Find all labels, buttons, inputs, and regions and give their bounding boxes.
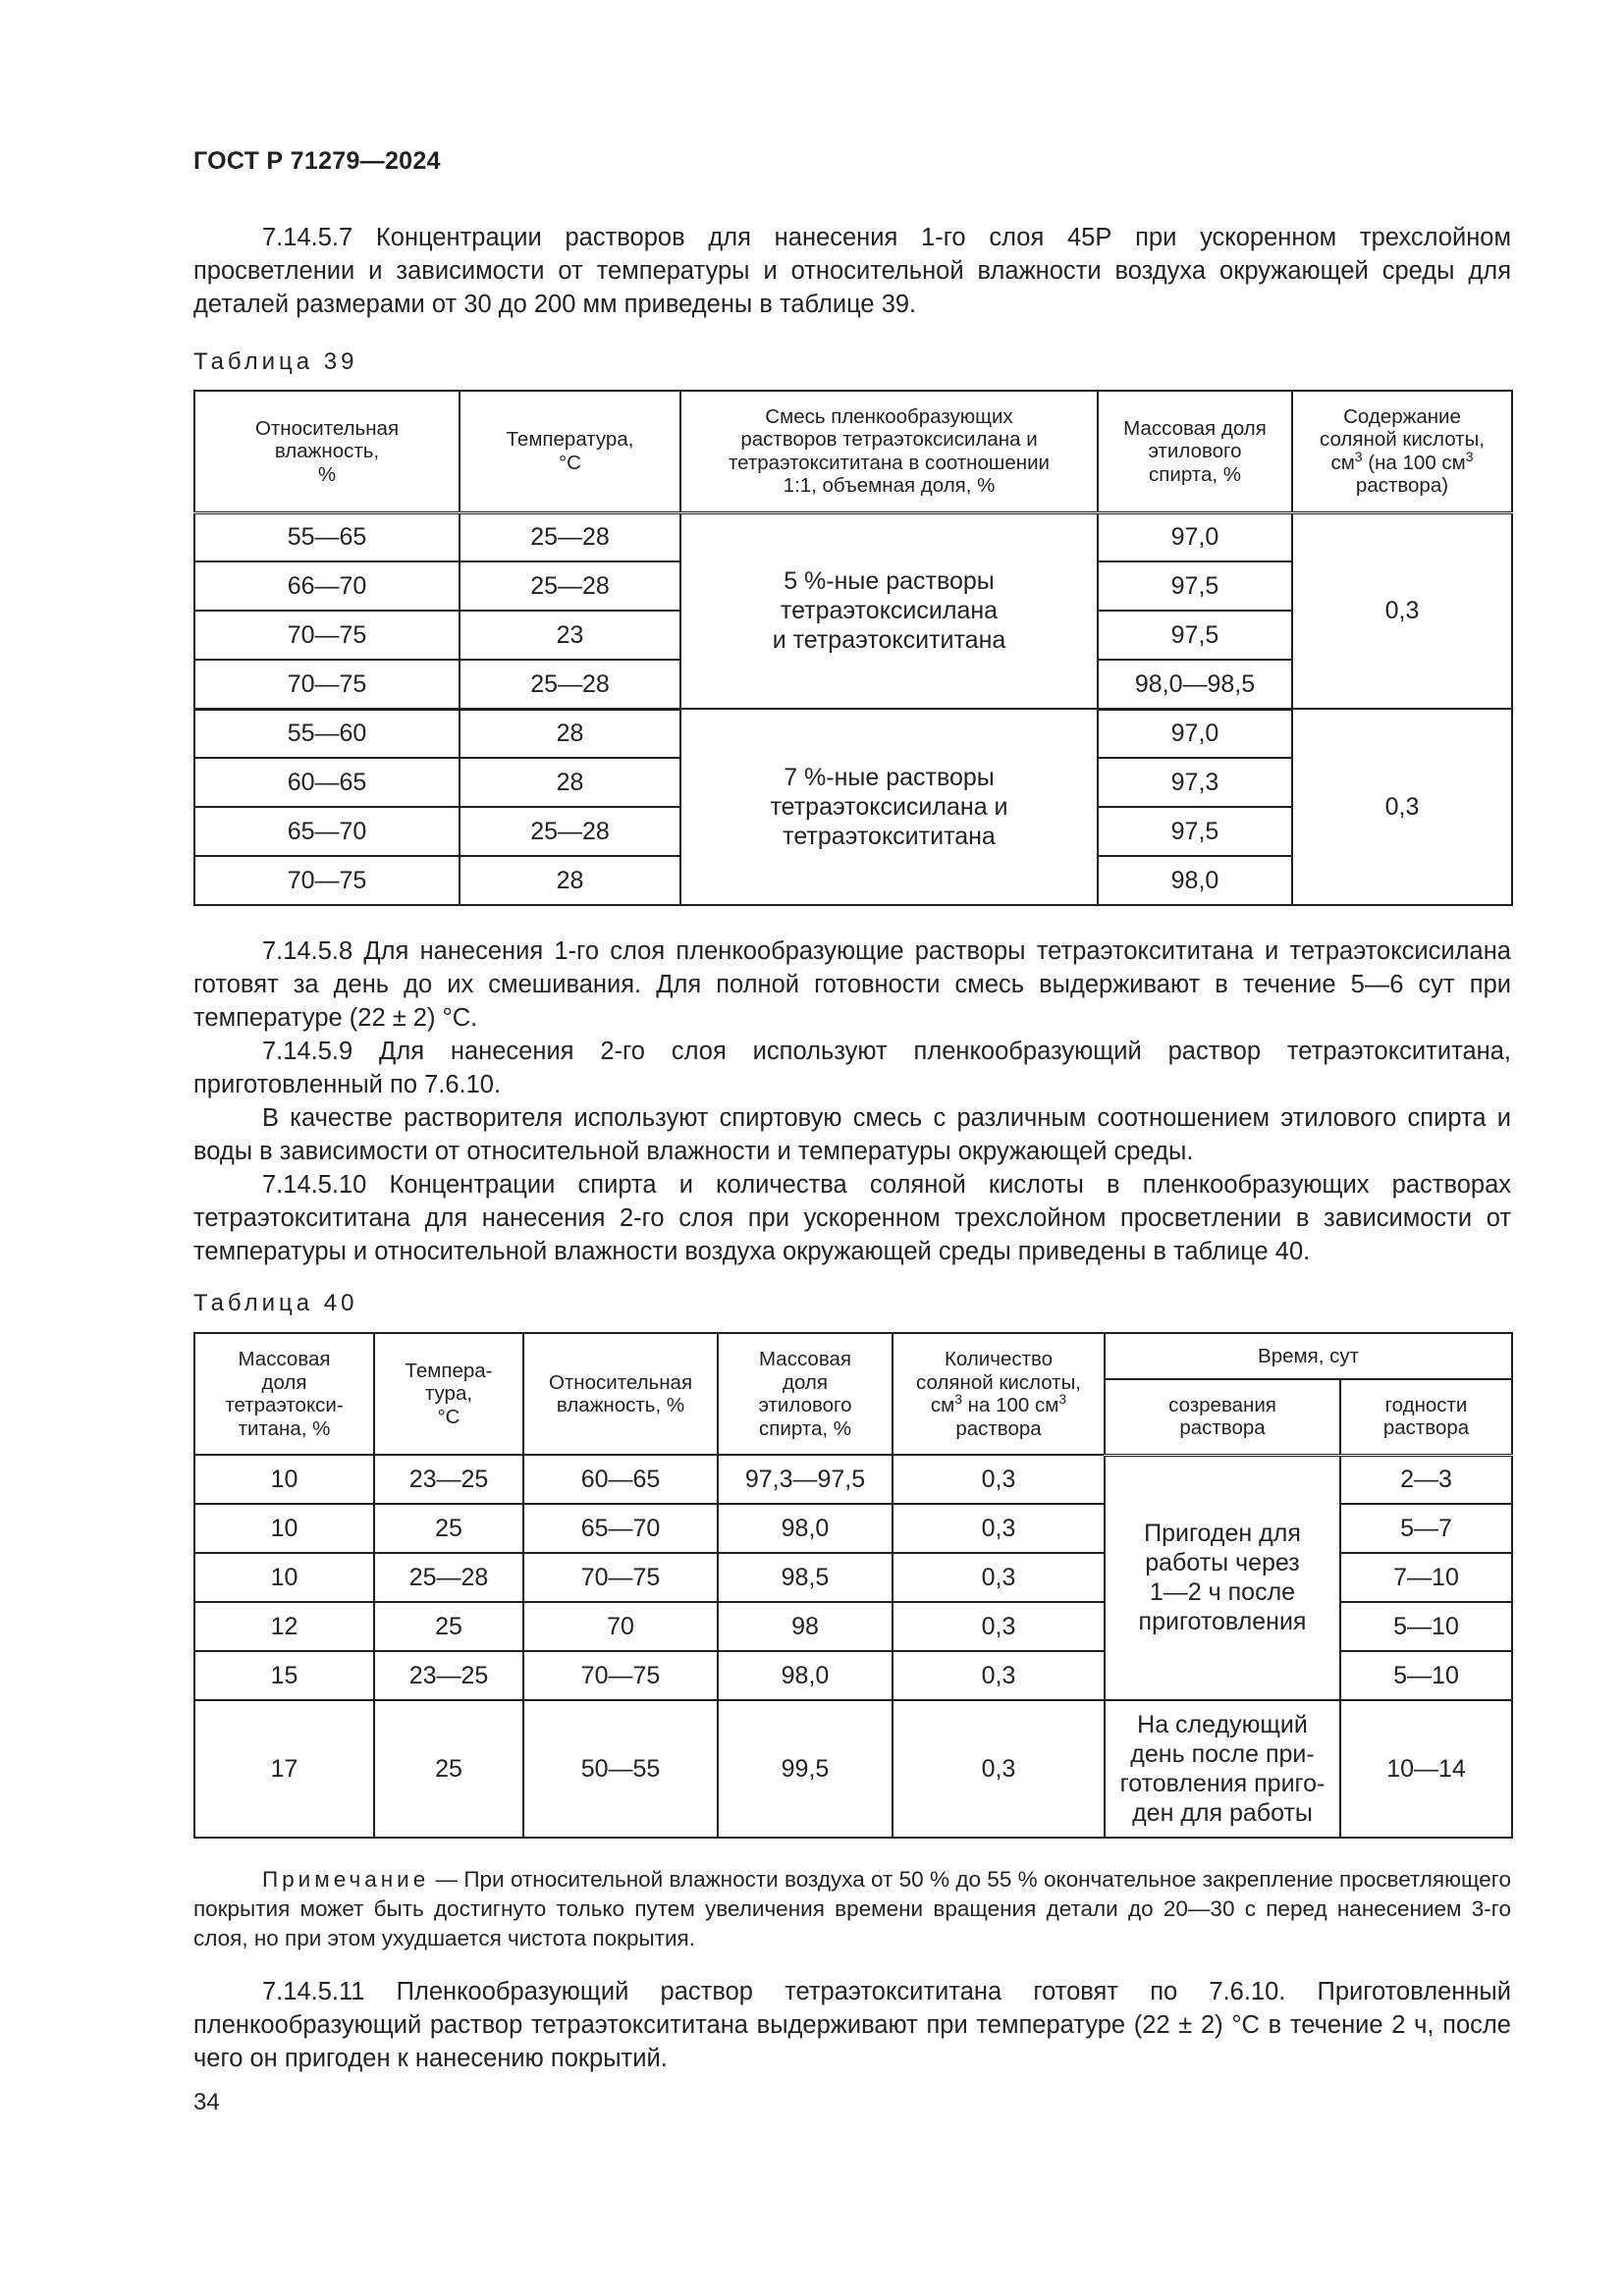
table-40-caption: Таблица 40 xyxy=(193,1290,358,1316)
cell-humidity: 55—65 xyxy=(194,512,460,561)
cell-humidity: 66—70 xyxy=(194,561,460,611)
cell-temperature: 28 xyxy=(460,758,680,807)
cell-ethanol: 98,5 xyxy=(718,1553,893,1602)
document-header: ГОСТ Р 71279—2024 xyxy=(193,147,441,175)
cell-ti: 12 xyxy=(194,1602,374,1651)
cell-ethanol: 97,5 xyxy=(1098,807,1292,856)
cell-temperature: 25—28 xyxy=(460,512,680,561)
cell-temperature: 23—25 xyxy=(374,1651,523,1700)
cell-humidity: 65—70 xyxy=(523,1504,718,1553)
header-maturation: созревания раствора xyxy=(1105,1379,1340,1455)
cell-temperature: 25 xyxy=(374,1700,523,1838)
paragraph-solvent: В качестве растворителя используют спиртовую смесь с различным соотношением этилового спирта и воды в зависимости от относительной влажности и температуры окружающей среды. xyxy=(193,1104,1511,1165)
cell-shelf: 7—10 xyxy=(1340,1553,1512,1602)
cell-ethanol: 97,5 xyxy=(1098,561,1292,611)
cell-hcl-group-2: 0,3 xyxy=(1292,709,1512,905)
cell-ti: 15 xyxy=(194,1651,374,1700)
cell-temperature: 25—28 xyxy=(460,807,680,856)
cell-ethanol: 97,5 xyxy=(1098,611,1292,660)
table-note xyxy=(193,1865,1511,1953)
table-39 xyxy=(193,390,1513,906)
cell-ethanol: 99,5 xyxy=(718,1700,893,1838)
cell-ethanol: 97,0 xyxy=(1098,512,1292,561)
cell-humidity: 70—75 xyxy=(194,856,460,905)
cell-humidity: 70—75 xyxy=(194,660,460,709)
header-shelf-life: годности раствора xyxy=(1340,1379,1512,1455)
cell-mixture-group-2: 7 %-ные растворы тетраэтоксисилана и тетраэтоксититана xyxy=(680,709,1098,905)
paragraph-7-14-5-10: 7.14.5.10 Концентрации спирта и количества соляной кислоты в пленкообразующих растворах тетраэтоксититана для нанесения 2-го слоя при ускоренном трехслойном просветлении в зависимости от температуры и относительной влажности воздуха окружающей среды приведены в таблице 40. xyxy=(193,1171,1511,1265)
cell-maturation-last: На следующий день после при- готовления приго- ден для работы xyxy=(1105,1700,1340,1838)
cell-hcl: 0,3 xyxy=(893,1455,1105,1504)
cell-humidity: 60—65 xyxy=(194,758,460,807)
cell-hcl: 0,3 xyxy=(893,1602,1105,1651)
cell-shelf: 2—3 xyxy=(1340,1455,1512,1504)
cell-temperature: 25—28 xyxy=(460,561,680,611)
cell-temperature: 25—28 xyxy=(460,660,680,709)
cell-hcl: 0,3 xyxy=(893,1700,1105,1838)
cell-temperature: 25 xyxy=(374,1602,523,1651)
note-label: Примечание xyxy=(262,1867,430,1892)
cell-humidity: 60—65 xyxy=(523,1455,718,1504)
cell-temperature: 23 xyxy=(460,611,680,660)
cell-temperature: 28 xyxy=(460,856,680,905)
header-mixture: Смесь пленкообразующих растворов тетраэтоксисилана и тетраэтоксититана в соотношении 1:1, объемная доля, % xyxy=(680,391,1098,512)
cell-shelf: 10—14 xyxy=(1340,1700,1512,1838)
cell-humidity: 70—75 xyxy=(523,1651,718,1700)
header-temperature: Температура, °С xyxy=(460,391,680,512)
table-row xyxy=(194,512,1512,561)
header-time: Время, сут xyxy=(1105,1333,1512,1379)
cell-maturation-group: Пригоден для работы через 1—2 ч после приготовления xyxy=(1105,1455,1340,1700)
cell-shelf: 5—10 xyxy=(1340,1602,1512,1651)
cell-ethanol: 98,0 xyxy=(1098,856,1292,905)
cell-ti: 10 xyxy=(194,1504,374,1553)
cell-ethanol: 98,0 xyxy=(718,1651,893,1700)
table-row xyxy=(194,1700,1512,1838)
cell-humidity: 65—70 xyxy=(194,807,460,856)
header-ethanol: Массовая доля этилового спирта, % xyxy=(718,1333,893,1455)
table-39-caption: Таблица 39 xyxy=(193,348,358,375)
cell-shelf: 5—7 xyxy=(1340,1504,1512,1553)
header-ti-fraction: Массовая доля тетраэтокси- титана, % xyxy=(194,1333,374,1455)
note-text: — При относительной влажности воздуха от 50 % до 55 % окончательное закрепление просветляющего покрытия может быть достигнуто только путем увеличения времени вращения детали до 20—30 с перед нанесением 3-го слоя, но при этом ухудшается чистота покрытия. xyxy=(193,1867,1511,1950)
cell-ti: 10 xyxy=(194,1455,374,1504)
table-row xyxy=(194,1455,1512,1504)
cell-ethanol: 97,3 xyxy=(1098,758,1292,807)
paragraph-7-14-5-7: 7.14.5.7 Концентрации растворов для нанесения 1-го слоя 45Р при ускоренном трехслойном просветлении и зависимости от температуры и относительной влажности воздуха окружающей среды для деталей размерами от 30 до 200 мм приведены в таблице 39. xyxy=(193,224,1511,318)
cell-humidity: 70 xyxy=(523,1602,718,1651)
cell-ethanol: 98,0—98,5 xyxy=(1098,660,1292,709)
header-humidity: Относительная влажность, % xyxy=(194,391,460,512)
cell-temperature: 28 xyxy=(460,709,680,758)
cell-humidity: 70—75 xyxy=(523,1553,718,1602)
paragraph-7-14-5-11: 7.14.5.11 Пленкообразующий раствор тетраэтоксититана готовят по 7.6.10. Приготовленный пленкообразующий раствор тетраэтоксититана выдерживают при температуре (22 ± 2) °С в течение 2 ч, после чего он пригоден к нанесению покрытий. xyxy=(193,1978,1511,2072)
cell-ethanol: 98,0 xyxy=(718,1504,893,1553)
header-ethanol: Массовая доля этилового спирта, % xyxy=(1098,391,1292,512)
cell-hcl: 0,3 xyxy=(893,1504,1105,1553)
header-humidity: Относительная влажность, % xyxy=(523,1333,718,1455)
cell-ethanol: 98 xyxy=(718,1602,893,1651)
cell-ti: 10 xyxy=(194,1553,374,1602)
cell-temperature: 23—25 xyxy=(374,1455,523,1504)
cell-humidity: 70—75 xyxy=(194,611,460,660)
cell-ethanol: 97,3—97,5 xyxy=(718,1455,893,1504)
cell-hcl-group-1: 0,3 xyxy=(1292,512,1512,709)
header-hcl: Содержание соляной кислоты, $см^3$ (на 100 $см^3$ раствора) xyxy=(1292,391,1512,512)
page-number: 34 xyxy=(193,2089,220,2115)
paragraph-7-14-5-8: 7.14.5.8 Для нанесения 1-го слоя пленкообразующие растворы тетраэтоксититана и тетраэтоксисилана готовят за день до их смешивания. Для полной готовности смесь выдерживают в течение 5—6 сут при температуре (22 ± 2) °С. xyxy=(193,937,1511,1032)
cell-humidity: 55—60 xyxy=(194,709,460,758)
header-hcl: Количество соляной кислоты, $см^3$ на 100 $см^3$ раствора xyxy=(893,1333,1105,1455)
header-temperature: Темпера- тура, °С xyxy=(374,1333,523,1455)
paragraph-7-14-5-9: 7.14.5.9 Для нанесения 2-го слоя используют пленкообразующий раствор тетраэтоксититана, приготовленный по 7.6.10. xyxy=(193,1038,1511,1098)
cell-temperature: 25 xyxy=(374,1504,523,1553)
table-row xyxy=(194,709,1512,758)
cell-shelf: 5—10 xyxy=(1340,1651,1512,1700)
cell-hcl: 0,3 xyxy=(893,1553,1105,1602)
cell-mixture-group-1: 5 %-ные растворы тетраэтоксисилана и тетраэтоксититана xyxy=(680,512,1098,709)
table-40 xyxy=(193,1332,1513,1839)
cell-ethanol: 97,0 xyxy=(1098,709,1292,758)
cell-ti: 17 xyxy=(194,1700,374,1838)
cell-humidity: 50—55 xyxy=(523,1700,718,1838)
cell-hcl: 0,3 xyxy=(893,1651,1105,1700)
cell-temperature: 25—28 xyxy=(374,1553,523,1602)
